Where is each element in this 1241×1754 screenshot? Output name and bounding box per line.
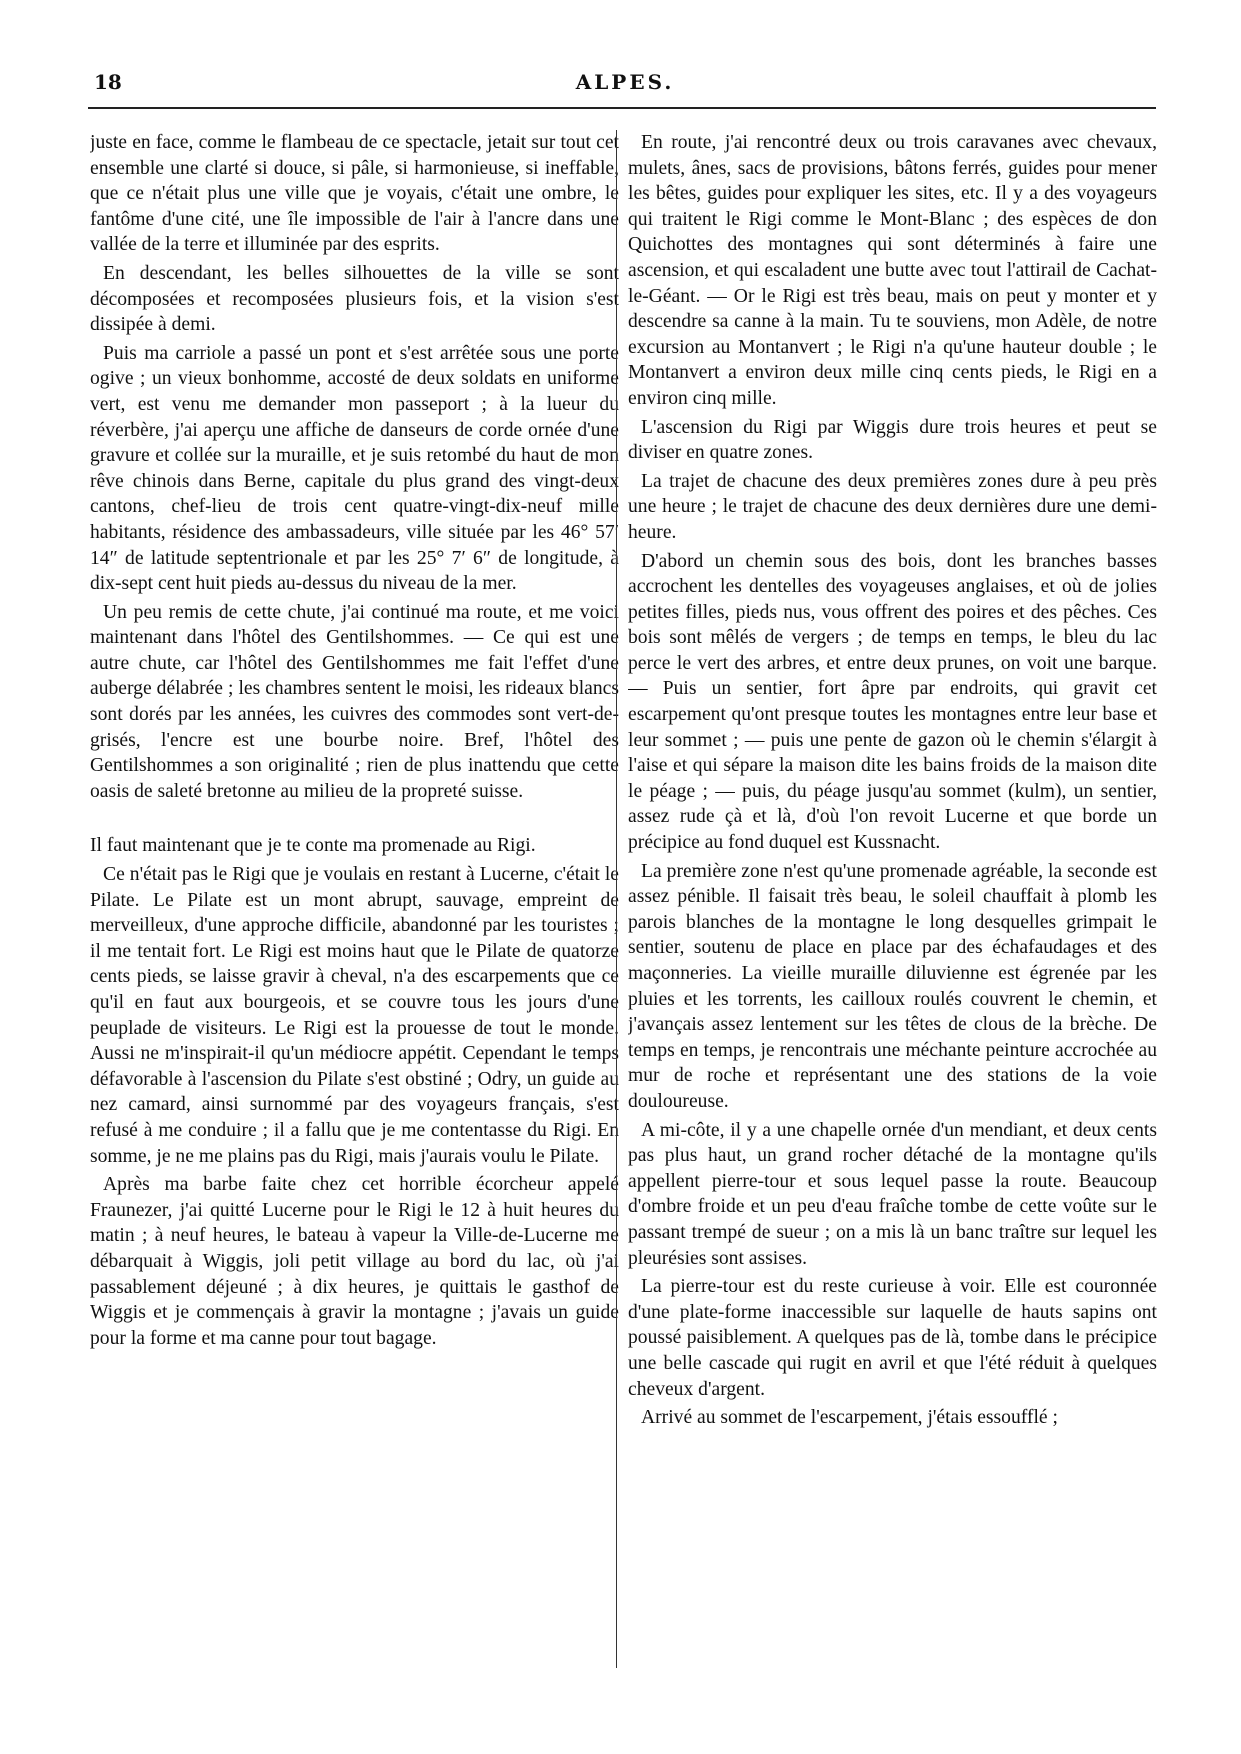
header-rule [88,107,1156,109]
paragraph: Ce n'était pas le Rigi que je voulais en restant à Lucerne, c'était le Pilate. Le Pilate est un mont abrupt, sauvage, empreint de merveilleux, d'une approche difficile, abandonné par les touristes ; il me tentait fort. Le Rigi est moins haut que le Pilate de quatorze cents pieds, se laisse gravir à cheval, n'a des escarpements que ce qu'il en faut aux bourgeois, et se couvre tous les jours d'une peuplade de visiteurs. Le Rigi est la prouesse de tout le monde. Aussi ne m'inspirait-il qu'un médiocre appétit. Cependant le temps défavorable à l'ascension du Pilate s'est obstiné ; Odry, un guide au nez camard, ainsi surnommé par des voyageurs français, s'est refusé à me conduire ; il a fallu que je me contentasse du Rigi. En somme, je ne me plains pas du Rigi, mais j'aurais voulu le Pilate. [90,864,619,1167]
paragraph: La pierre-tour est du reste curieuse à voir. Elle est couronnée d'une plate-forme inaccessible sur laquelle de hauts sapins ont poussé paisiblement. A quelques pas de là, tombe dans le précipice une belle cascade qui rugit en avril et que l'été réduit à quelques cheveux d'argent. [628,1276,1157,1400]
page-number: 18 [94,70,122,94]
paragraph: Un peu remis de cette chute, j'ai continué ma route, et me voici maintenant dans l'hôtel des Gentilshommes. — Ce qui est une autre chute, car l'hôtel des Gentilshommes me fait l'effet d'une auberge délabrée ; les chambres sentent le moisi, les rideaux blancs sont dorés par les années, les cuivres des commodes sont vert-de-grisés, l'encre est une bourbe noire. Bref, l'hôtel des Gentilshommes a son originalité ; rien de plus inattendu que cette oasis de saleté bretonne au milieu de la propreté suisse. [90,601,619,802]
paragraph: Puis ma carriole a passé un pont et s'est arrêtée sous une porte ogive ; un vieux bonhomme, accosté de deux soldats en uniforme vert, est venu me demander mon passeport ; à la lueur du réverbère, j'ai aperçu une affiche de danseurs de corde ornée d'une gravure et collée sur la muraille, et je suis retombé du haut de mon rêve chinois dans Berne, capitale du plus grand des vingt-deux cantons, chef-lieu de trois cent quatre-vingt-dix-neuf mille habitants, résidence des ambassadeurs, ville située par les 46° 57′ 14″ de latitude septentrionale et par les 25° 7′ 6″ de longitude, à dix-sept cent huit pieds au-dessus du niveau de la mer. [90,342,619,595]
paragraph: D'abord un chemin sous des bois, dont les branches basses accrochent les dentelles des voyageuses anglaises, et où de jolies petites filles, pieds nus, vous offrent des poires et des pêches. Ces bois sont mêlés de vergers ; de temps en temps, le bleu du lac perce le vert des arbres, et entre deux prunes, on voit une barque. — Puis un sentier, fort âpre par endroits, qui gravit cet escarpement qu'ont presque toutes les montagnes entre leur base et leur sommet ; — puis une pente de gazon où le chemin s'élargit à l'aise et qui sépare la maison dite les bains froids de la maison dite le péage ; — puis, du péage jusqu'au sommet (kulm), un sentier, assez rude çà et là, d'où l'on revoit Lucerne et que borde un précipice au fond duquel est Kussnacht. [628,550,1157,854]
running-title: ALPES. [575,70,675,94]
paragraph: La première zone n'est qu'une promenade agréable, la seconde est assez pénible. Il faisait très beau, le soleil chauffait à plomb les parois blanches de la montagne le long desquelles grimpait le sentier, soutenu de place en place par des échafaudages et des maçonneries. La vieille muraille diluvienne est égrenée par les pluies et les torrents, les cailloux roulés couvrent le chemin, et j'avançais assez lentement sur les têtes de clous de la brèche. De temps en temps, je rencontrais une méchante peinture accrochée au mur de roche et représentant une des stations de la voie douloureuse. [628,860,1157,1112]
paragraph: Après ma barbe faite chez cet horrible écorcheur appelé Fraunezer, j'ai quitté Lucerne pour le Rigi le 12 à huit heures du matin ; à neuf heures, le bateau à vapeur la Ville-de-Lucerne me débarquait à Wiggis, joli petit village au bord du lac, où j'ai passablement déjeuné ; à dix heures, je quittais le gasthof de Wiggis et je commençais à gravir la montagne ; j'avais un guide pour la forme et ma canne pour tout bagage. [90,1174,619,1349]
paragraph: Arrivé au sommet de l'escarpement, j'étais essoufflé ; [641,1407,1058,1429]
left-column [90,130,619,1670]
paragraph: A mi-côte, il y a une chapelle ornée d'un mendiant, et deux cents pas plus haut, un grand rocher détaché de la montagne qu'ils appellent pierre-tour et sous lequel passe la route. Beaucoup d'ombre froide et un peu d'eau fraîche tombe de cette voûte sur le passant trempé de sueur ; on a mis là un banc traître sur lequel les pleurésies sont assises. [628,1119,1157,1269]
column-divider [616,130,617,1668]
paragraph: Il faut maintenant que je te conte ma promenade au Rigi. [90,835,536,857]
paragraph: L'ascension du Rigi par Wiggis dure trois heures et peut se diviser en quatre zones. [628,416,1157,464]
page-header [94,70,1156,100]
paragraph: juste en face, comme le flambeau de ce spectacle, jetait sur tout cet ensemble une clarté si douce, si pâle, si harmonieuse, si ineffable, que ce n'était plus une ville que je voyais, c'était une ombre, le fantôme d'une cité, une île impossible de l'air à l'ancre dans une vallée de la terre et illuminée par des esprits. [90,132,619,256]
paragraph: En descendant, les belles silhouettes de la ville se sont décomposées et recomposées plusieurs fois, et la vision s'est dissipée à demi. [90,262,619,336]
right-column [628,130,1157,1670]
paragraph: La trajet de chacune des deux premières zones dure à peu près une heure ; le trajet de chacune des deux dernières dure une demi-heure. [628,470,1157,543]
paragraph: En route, j'ai rencontré deux ou trois caravanes avec chevaux, mulets, ânes, sacs de provisions, bâtons ferrés, guides pour mener les bêtes, guides pour expliquer les sites, etc. Il y a des voyageurs qui traitent le Rigi comme le Mont-Blanc ; des espèces de don Quichottes des montagnes qui sont déterminés à faire une ascension, et qui escaladent une butte avec tout l'attirail de Cachat-le-Géant. — Or le Rigi est très beau, mais on peut y monter et y descendre sa canne à la main. Tu te souviens, mon Adèle, de notre excursion au Montanvert ; le Rigi n'a qu'une hauteur double ; le Montanvert a environ deux mille cinq cents pieds, le Rigi en a environ cinq mille. [628,132,1157,409]
